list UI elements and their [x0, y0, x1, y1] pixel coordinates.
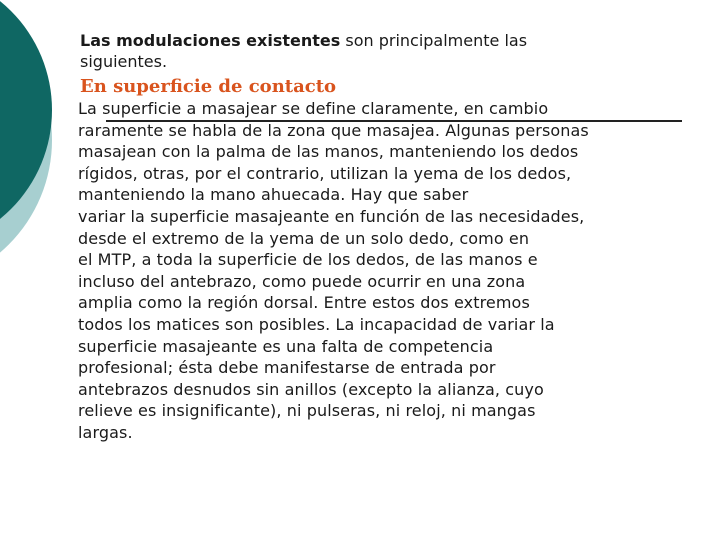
- body-line: el MTP, a toda la superficie de los dedos, de las manos e: [78, 250, 538, 270]
- decorative-circles: [0, 0, 80, 300]
- intro-bold-text: Las modulaciones existentes: [80, 31, 341, 50]
- intro-paragraph: [80, 30, 660, 72]
- body-line: largas.: [78, 422, 133, 442]
- body-line: amplia como la región dorsal. Entre estos dos extremos: [78, 293, 530, 313]
- body-line: manteniendo la mano ahuecada. Hay que saber: [78, 185, 469, 205]
- body-line: La superficie a masajear se define claramente, en cambio: [78, 99, 549, 118]
- body-paragraph: [78, 98, 678, 444]
- body-line: variar la superficie masajeante en función de las necesidades,: [78, 206, 585, 226]
- body-line: raramente se habla de la zona que masajea. Algunas personas: [78, 120, 589, 140]
- body-line: masajean con la palma de las manos, manteniendo los dedos: [78, 142, 579, 162]
- intro-text-rest: son principalmente las: [340, 31, 528, 50]
- body-line: desde el extremo de la yema de un solo dedo, como en: [78, 228, 530, 248]
- section-heading: En superficie de contacto: [80, 76, 337, 97]
- body-line: relieve es insignificante), ni pulseras, ni reloj, ni mangas: [78, 401, 536, 421]
- body-line: superficie masajeante es una falta de competencia: [78, 336, 494, 356]
- body-line: antebrazos desnudos sin anillos (excepto la alianza, cuyo: [78, 379, 544, 399]
- body-line: profesional; ésta debe manifestarse de entrada por: [78, 358, 496, 378]
- intro-text-line2: siguientes.: [80, 52, 168, 71]
- body-line: todos los matices son posibles. La incapacidad de variar la: [78, 314, 555, 334]
- body-line: rígidos, otras, por el contrario, utilizan la yema de los dedos,: [78, 163, 572, 183]
- body-line: incluso del antebrazo, como puede ocurrir en una zona: [78, 271, 526, 291]
